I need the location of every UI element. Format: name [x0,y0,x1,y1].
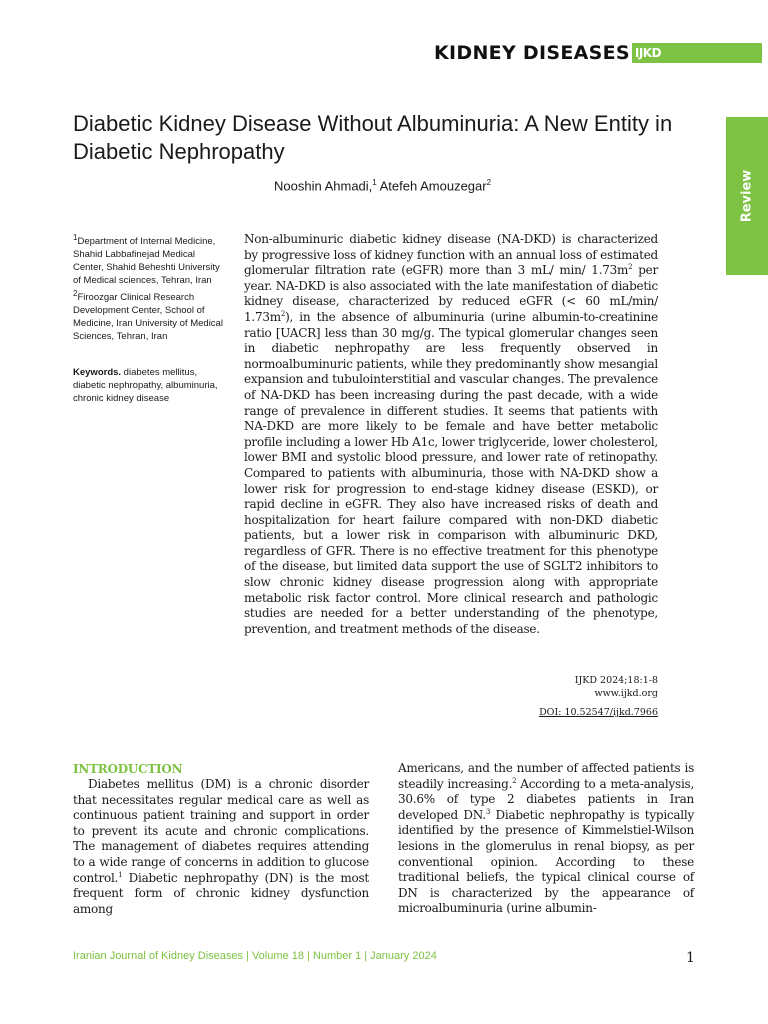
journal-logo-text: IJKD [634,46,662,60]
journal-header [434,42,762,64]
body-text: Americans, and the number of affected patients is steadily increasing. [398,761,694,791]
keywords [73,366,223,405]
keywords-label: Keywords. [73,367,122,378]
section-tab-label: Review [739,169,755,223]
abstract [244,232,658,637]
section-tab [726,117,768,275]
author-name: Nooshin Ahmadi, [274,178,373,194]
author-name: Atefeh Amouzegar [376,178,487,194]
website-link[interactable]: www.ijkd.org [594,688,658,699]
body-column-left [73,761,369,917]
author-list [274,178,491,193]
citation-ref: 1 [118,870,123,879]
author-affiliation-mark: 1 [372,178,377,187]
section-heading: INTRODUCTION [73,762,183,776]
superscript: 2 [280,309,286,318]
footer-journal-info: Iranian Journal of Kidney Diseases | Volume 18 | Number 1 | January 2024 [73,950,437,962]
superscript: 2 [628,263,633,272]
affiliations [73,231,223,343]
journal-logo [632,43,762,63]
article-title: Diabetic Kidney Disease Without Albuminuria: A New Entity in Diabetic Nephropathy [73,111,673,164]
affiliation-text: Department of Internal Medicine, Shahid Labbafinejad Medical Center, Shahid Beheshti University of Medical sciences, Tehran, Iran [73,236,220,287]
body-text: According to a meta-analysis, 30.6% of type 2 diabetes patients in Iran developed DN. [398,776,695,822]
doi-link[interactable]: DOI: 10.52547/ijkd.7966 [539,707,658,718]
body-paragraph [73,777,369,917]
citation-ref: 3 [485,807,491,816]
body-paragraph [398,761,694,917]
citation: IJKD 2024;18:1-8 [574,675,658,686]
body-text: Diabetic nephropathy is typically identified by the presence of Kimmelstiel-Wilson lesions in the glomerulus in renal biopsy, as per conventional opinion. According to these traditional beliefs, the typical clinical course of DN is characterized by the appearance of microalbuminuria (urine albumin- [398,807,694,916]
keywords-text: diabetes mellitus, diabetic nephropathy, albuminuria, chronic kidney disease [73,367,218,404]
body-column-right [398,761,694,917]
affiliation-text: Firoozgar Clinical Research Development Center, School of Medicine, Iran University of Medical Sciences, Tehran, Iran [73,292,223,343]
journal-name: KIDNEY DISEASES [434,42,630,64]
body-text: Diabetic nephropathy (DN) is the most frequent form of chronic kidney dysfunction among [73,870,369,916]
citation-ref: 2 [512,776,517,785]
affiliation [73,287,223,343]
body-text: Diabetes mellitus (DM) is a chronic disorder that necessitates regular medical care as well as continuous patient training and support in order to prevent its acute and chronic complications. The management of diabetes requires attending to a wide range of concerns in addition to glucose control. [73,777,369,885]
author-affiliation-mark: 2 [486,178,492,187]
abstract-text: ), in the absence of albuminuria (urine albumin-to-creatinine ratio [UACR] less than 30 mg/g. The typical glomerular changes seen in diabetic nephropathy are less frequently observed in normoalbuminuric patients, while they predominantly show mesangial expansion and tubulointerstitial and vascular changes. The prevalence of NA-DKD has been increasing during the past decade, with a wide range of prevalence in different studies. It seems that patients with NA-DKD are more likely to be female and have better metabolic profile including a lower Hb A1c, lower triglyceride, lower cholesterol, lower BMI and systolic blood pressure, and lower rate of retinopathy. Compared to patients with albuminuria, those with NA-DKD show a lower risk for progression to end-stage kidney disease (ESKD), or rapid decline in eGFR. They also have increased risks of death and hospitalization for heart failure compared with non-DKD diabetic patients, but a lower risk in comparison with albuminuric DKD, regardless of GFR. There is no effective treatment for this phenotype of the disease, but limited data support the use of SGLT2 inhibitors to slow chronic kidney disease progression along with appropriate metabolic risk factor control. More clinical research and pathologic studies are needed for a better understanding of the phenotype, prevention, and treatment methods of the disease. [244,309,658,636]
page-number: 1 [686,950,695,966]
affiliation-mark: 1 [73,233,78,242]
affiliation-mark: 2 [73,289,78,299]
article-info [500,674,658,719]
abstract-text: per year. NA-DKD is also associated with the late manifestation of diabetic kidney disease, characterized by reduced eGFR (< 60 mL/min/ 1.73m [244,263,658,324]
abstract-text: Non-albuminuric diabetic kidney disease (NA-DKD) is characterized by progressive loss of kidney function with an annual loss of estimated glomerular filtration rate (eGFR) more than 3 mL/ min/ 1.73m [244,232,658,278]
affiliation [73,231,223,287]
